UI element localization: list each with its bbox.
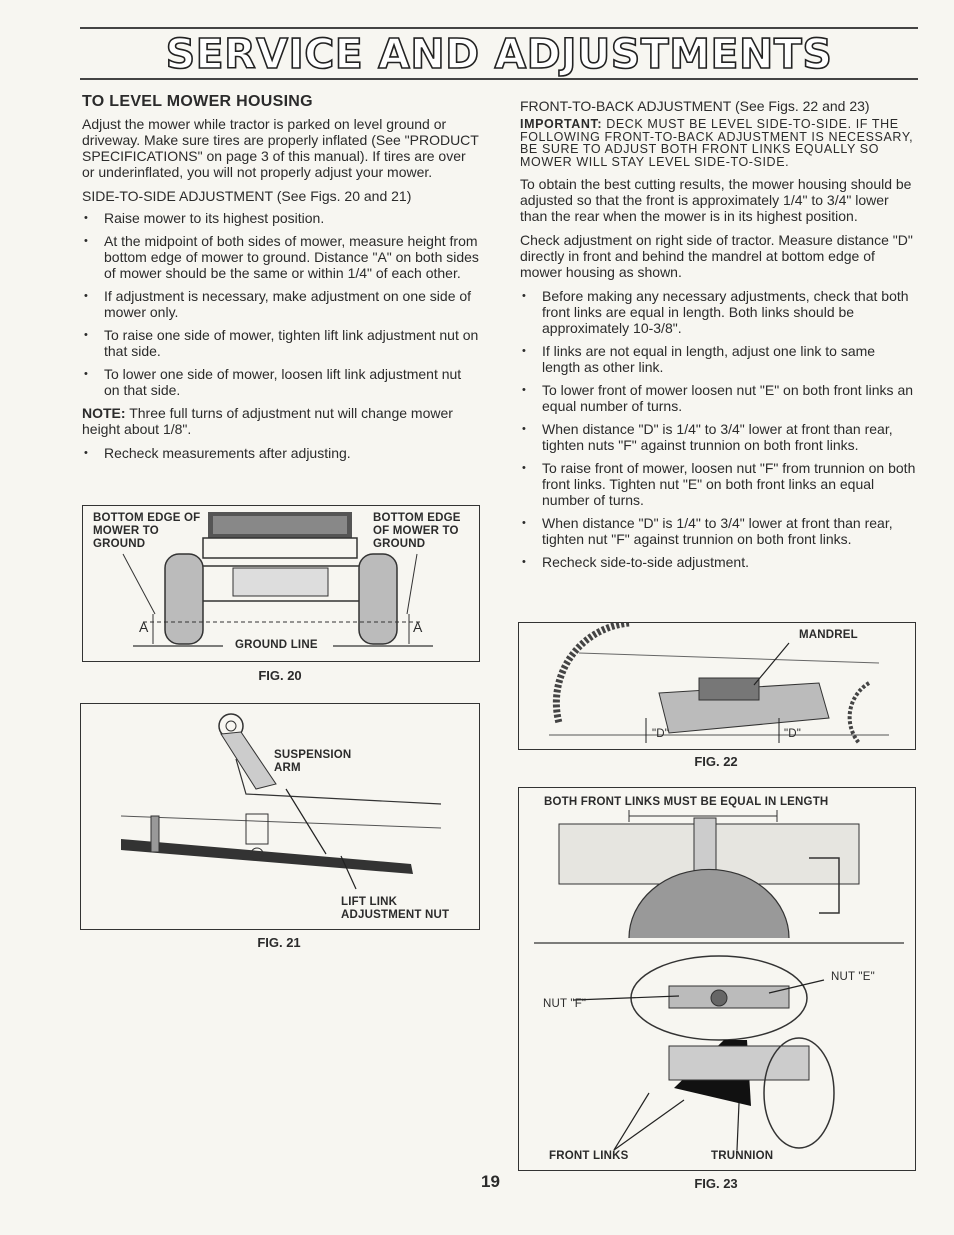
page-title: SERVICE AND ADJUSTMENTS: [165, 30, 833, 78]
bottom-edge-label-left: BOTTOM EDGE OF MOWER TO GROUND: [93, 512, 201, 550]
figure-22-caption: FIG. 22: [694, 754, 738, 769]
check-adjustment-paragraph: Check adjustment on right side of tractor. Measure distance "D" directly in front and behind the mandrel at bottom edge of mower housing as shown.: [520, 232, 913, 280]
nut-f-label: NUT "F": [543, 998, 587, 1010]
distance-d-rear: "D": [784, 728, 802, 740]
list-item: • To lower one side of mower, loosen lift link adjustment nut on that side.: [82, 366, 480, 398]
top-rule: [80, 27, 918, 29]
side-to-side-heading: SIDE-TO-SIDE ADJUSTMENT (See Figs. 20 and 21): [82, 188, 412, 204]
distance-a-left: A: [139, 619, 149, 635]
cutting-results-paragraph: To obtain the best cutting results, the mower housing should be adjusted so that the front is approximately 1/4" to 3/4" lower than the rear when the mower is in its highest position.: [520, 176, 912, 224]
front-to-back-heading: FRONT-TO-BACK ADJUSTMENT (See Figs. 22 and 23): [520, 98, 870, 114]
front-to-back-steps: [520, 288, 916, 570]
list-item: • If adjustment is necessary, make adjustment on one side of mower only.: [82, 288, 480, 320]
front-links-label: FRONT LINKS: [549, 1150, 629, 1162]
distance-a-right: A: [413, 619, 423, 635]
page-number: 19: [481, 1172, 500, 1191]
figure-23: [518, 787, 916, 1171]
figure-20: [82, 505, 480, 662]
figure-23-caption: FIG. 23: [694, 1176, 738, 1191]
figure-22: [518, 622, 916, 750]
section-heading: TO LEVEL MOWER HOUSING: [82, 93, 313, 110]
right-column: [520, 98, 916, 577]
side-to-side-steps: [82, 210, 480, 398]
title-underline: [80, 78, 918, 80]
note-text: Three full turns of adjustment nut will change mower height about 1/8".: [82, 405, 453, 437]
figure-21-caption: FIG. 21: [257, 935, 301, 950]
intro-paragraph: Adjust the mower while tractor is parked on level ground or driveway. Make sure tires are properly inflated (See "PRODUCT SPECIFICATIONS" on page 3 of this manual). If tires are over or underinflated, you will not properly adjust your mower.: [82, 116, 479, 180]
list-item: • To lower front of mower loosen nut "E" on both front links an equal number of turns.: [520, 382, 916, 414]
left-column: [82, 94, 480, 468]
list-item: • If links are not equal in length, adjust one link to same length as other link.: [520, 343, 916, 375]
list-item: • To raise one side of mower, tighten lift link adjustment nut on that side.: [82, 327, 480, 359]
list-item: • Recheck side-to-side adjustment.: [520, 554, 916, 570]
figure-20-caption: FIG. 20: [258, 668, 302, 683]
list-item: • When distance "D" is 1/4" to 3/4" lower at front than rear, tighten nut "F" against trunnion on both front links.: [520, 515, 916, 547]
lift-link-label: LIFT LINK ADJUSTMENT NUT: [341, 896, 450, 921]
list-item: • To raise front of mower, loosen nut "F" from trunnion on both front links. Tighten nut "E" on both front links an equal number of turns.: [520, 460, 916, 508]
important-label: IMPORTANT:: [520, 117, 603, 131]
nut-e-label: NUT "E": [831, 971, 875, 983]
list-item: • At the midpoint of both sides of mower, measure height from bottom edge of mower to ground. Distance "A" on both sides of mower should be the same or within 1/4" of each other.: [82, 233, 480, 281]
important-notice: [520, 118, 916, 168]
list-item: • When distance "D" is 1/4" to 3/4" lower at front than rear, tighten nuts "F" against trunnion on both front links.: [520, 421, 916, 453]
equal-length-header: BOTH FRONT LINKS MUST BE EQUAL IN LENGTH: [544, 796, 829, 808]
list-item: • Before making any necessary adjustments, check that both front links are equal in length. Both links should be approximately 10-3/8".: [520, 288, 916, 336]
distance-d-front: "D": [652, 728, 670, 740]
suspension-arm-label: SUSPENSION ARM: [274, 749, 352, 774]
recheck-step: [82, 445, 480, 461]
trunnion-label: TRUNNION: [711, 1150, 774, 1162]
important-text: DECK MUST BE LEVEL SIDE-TO-SIDE. IF THE FOLLOWING FRONT-TO-BACK ADJUSTMENT IS NECESSARY, BE SURE TO ADJUST BOTH FRONT LINKS EQUALLY SO MOWER WILL STAY LEVEL SIDE-TO-SIDE.: [520, 117, 914, 169]
figure-21: [80, 703, 480, 930]
note-label: NOTE:: [82, 405, 126, 421]
mandrel-label: MANDREL: [799, 629, 858, 641]
bottom-edge-label-right: BOTTOM EDGE OF MOWER TO GROUND: [373, 512, 461, 550]
list-item: • Recheck measurements after adjusting.: [82, 445, 480, 461]
list-item: • Raise mower to its highest position.: [82, 210, 480, 226]
note-paragraph: [82, 405, 480, 437]
ground-line-label: GROUND LINE: [235, 639, 318, 651]
